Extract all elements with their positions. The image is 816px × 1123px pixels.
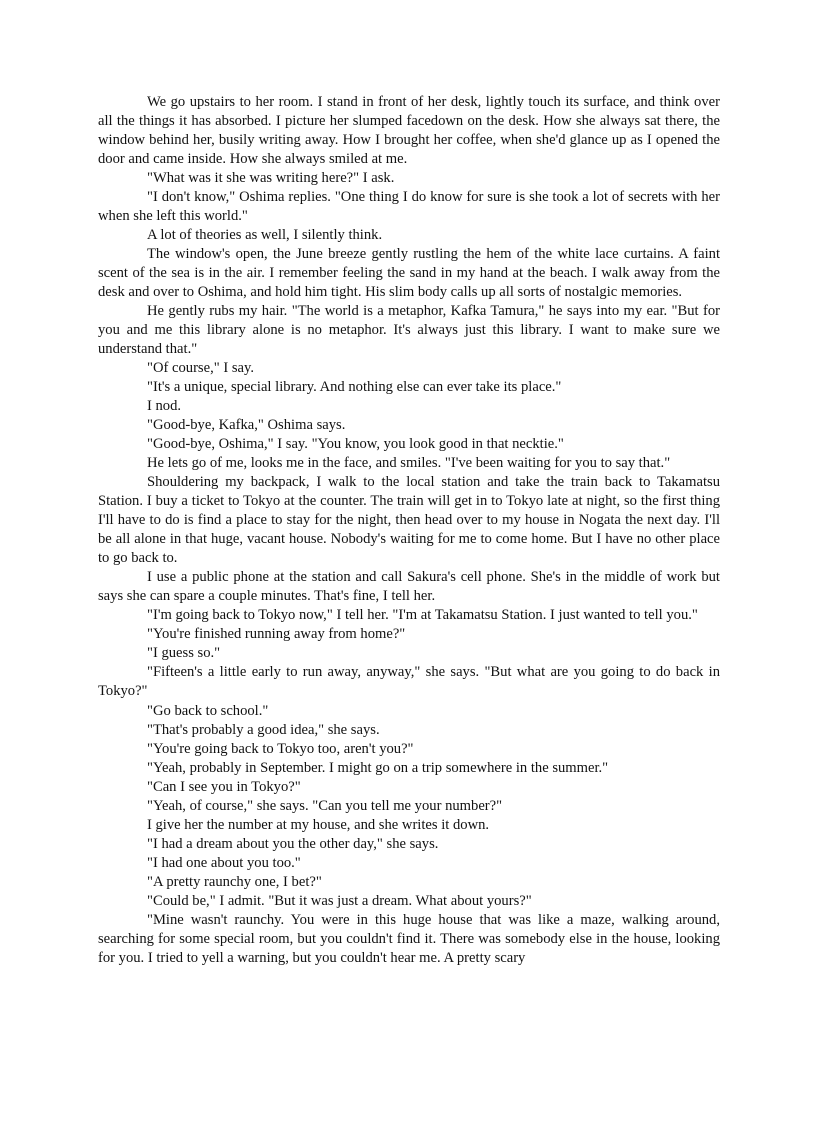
paragraph: "Mine wasn't raunchy. You were in this huge house that was like a maze, walking around, searching for some special room, but you couldn't find it. There was somebody else in the house, looking for you. I tried to yell a warning, but you couldn't hear me. A pretty scary [98,911,720,966]
paragraph: "Could be," I admit. "But it was just a dream. What about yours?" [147,892,532,909]
paragraph: We go upstairs to her room. I stand in front of her desk, lightly touch its surface, and think over all the things it has absorbed. I picture her slumped facedown on the desk. How she always sat there, the window behind her, busily writing away. How I brought her coffee, when she'd glance up as I opened the door and came inside. How she always smiled at me. [98,94,720,168]
paragraph: A lot of theories as well, I silently think. [147,227,383,244]
paragraph: "I had one about you too." [147,854,301,871]
document-page [98,93,720,968]
paragraph: "You're finished running away from home?" [147,626,406,643]
paragraph: He gently rubs my hair. "The world is a metaphor, Kafka Tamura," he says into my ear. "But for you and me this library alone is no metaphor. It's always just this library. I want to make sure we understand that." [98,303,720,358]
paragraph: "I had a dream about you the other day," she says. [147,835,439,852]
paragraph: "I'm going back to Tokyo now," I tell her. "I'm at Takamatsu Station. I just wanted to tell you." [147,607,698,624]
paragraph: "I don't know," Oshima replies. "One thing I do know for sure is she took a lot of secrets with her when she left this world." [98,189,720,225]
paragraph: "That's probably a good idea," she says. [147,721,380,738]
paragraph: "Can I see you in Tokyo?" [147,778,301,795]
paragraph: He lets go of me, looks me in the face, and smiles. "I've been waiting for you to say that." [147,455,671,472]
paragraph: "It's a unique, special library. And nothing else can ever take its place." [147,379,562,396]
paragraph: "Of course," I say. [147,360,255,377]
paragraph: "Go back to school." [147,702,269,719]
paragraph: "I guess so." [147,645,221,662]
paragraph: I give her the number at my house, and she writes it down. [147,816,490,833]
paragraph: "A pretty raunchy one, I bet?" [147,873,322,890]
paragraph: "Yeah, probably in September. I might go on a trip somewhere in the summer." [147,759,609,776]
paragraph: "Good-bye, Oshima," I say. "You know, you look good in that necktie." [147,436,564,453]
paragraph: Shouldering my backpack, I walk to the local station and take the train back to Takamatsu Station. I buy a ticket to Tokyo at the counter. The train will get in to Tokyo late at night, so the first thing I'll have to do is find a place to stay for the night, then head over to my house in Nogata the next day. I'll be all alone in that huge, vacant house. Nobody's waiting for me to come home. But I have no other place to go back to. [98,474,720,567]
paragraph: "Fifteen's a little early to run away, anyway," she says. "But what are you going to do back in Tokyo?" [98,664,720,700]
paragraph: "Good-bye, Kafka," Oshima says. [147,417,346,434]
paragraph: I nod. [147,398,182,415]
paragraph: "You're going back to Tokyo too, aren't you?" [147,740,414,757]
paragraph: "What was it she was writing here?" I ask. [147,170,395,187]
paragraph: "Yeah, of course," she says. "Can you tell me your number?" [147,797,503,814]
paragraph: The window's open, the June breeze gently rustling the hem of the white lace curtains. A faint scent of the sea is in the air. I remember feeling the sand in my hand at the beach. I walk away from the desk and over to Oshima, and hold him tight. His slim body calls up all sorts of nostalgic memories. [98,246,720,301]
paragraph: I use a public phone at the station and call Sakura's cell phone. She's in the middle of work but says she can spare a couple minutes. That's fine, I tell her. [98,569,720,605]
